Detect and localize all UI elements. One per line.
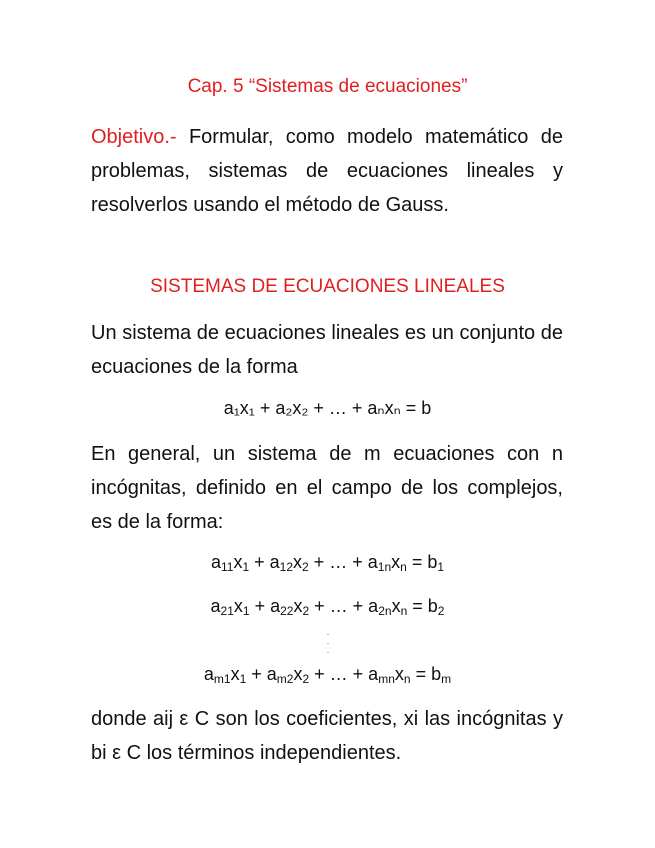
chapter-title: Cap. 5 “Sistemas de ecuaciones” bbox=[187, 76, 468, 97]
single-equation: a₁x₁ + a₂x₂ + … + aₙxₙ = b bbox=[223, 398, 432, 418]
general-paragraph: En general, un sistema de m ecuaciones con n incógnitas, definido en el campo de los complejos, es de la forma: bbox=[91, 443, 563, 533]
objective-text: Formular, como modelo matemático de problemas, sistemas de ecuaciones lineales y resolverlos usando el método de Gauss. bbox=[91, 126, 563, 216]
objective-label: Objetivo.- bbox=[91, 126, 177, 148]
equation-row-m: $a_{m1}x_1 + a_{m2}x_2$ + … + $a_{mn}x_n = b_m$ bbox=[203, 664, 452, 686]
vertical-ellipsis: . . . bbox=[326, 628, 330, 655]
objective-paragraph bbox=[91, 120, 563, 222]
intro-paragraph: Un sistema de ecuaciones lineales es un conjunto de ecuaciones de la forma bbox=[91, 322, 563, 378]
equation-row-1: $a_{11}x_1 + a_{12}x_2$ + … + $a_{1n}x_n = b_1$ bbox=[210, 552, 445, 574]
equation-row-2: $a_{21}x_1 + a_{22}x_2$ + … + $a_{2n}x_n = b_2$ bbox=[210, 596, 445, 618]
section-title: SISTEMAS DE ECUACIONES LINEALES bbox=[150, 276, 505, 297]
definition-paragraph: donde aij ε C son los coeficientes, xi las incógnitas y bi ε C los términos independientes. bbox=[91, 708, 563, 764]
